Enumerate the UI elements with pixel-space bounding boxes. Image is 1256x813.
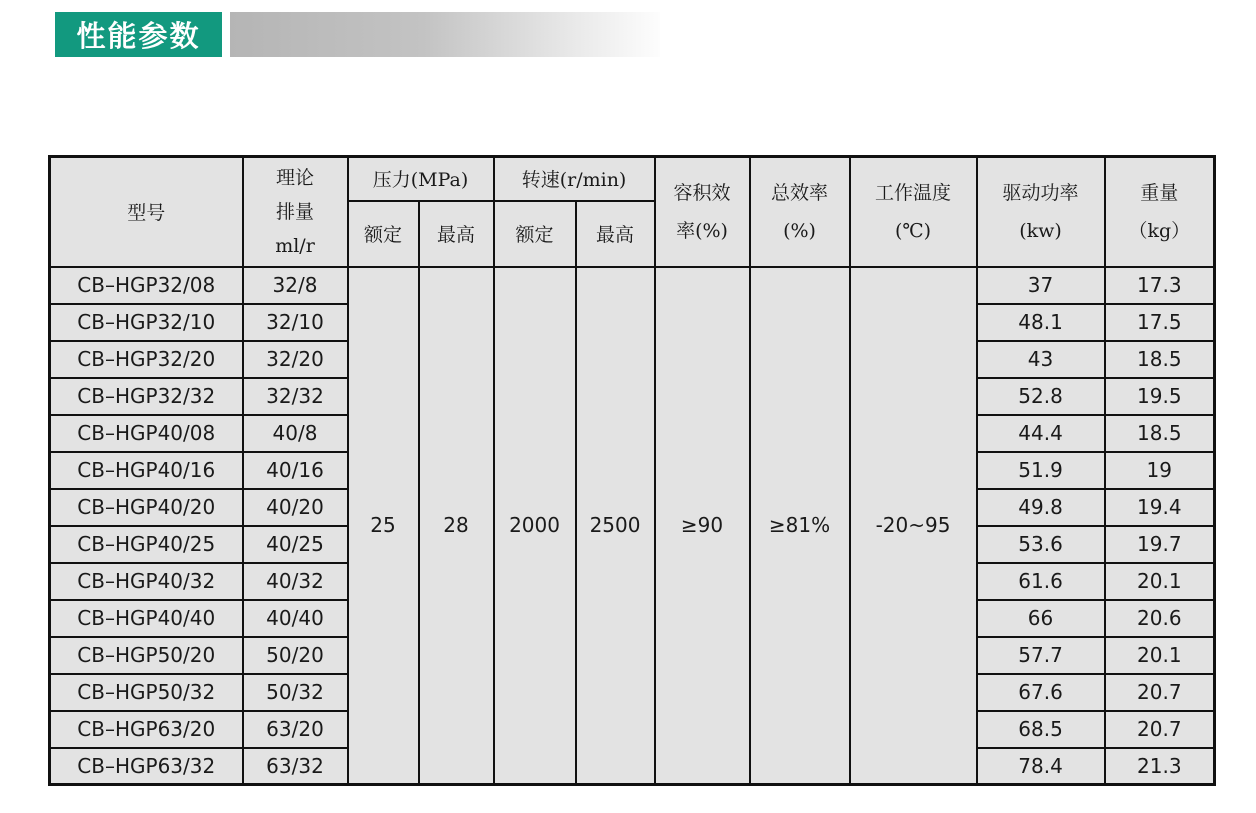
model-cell: CB–HGP40/32	[50, 563, 243, 600]
displacement-cell: 40/16	[243, 452, 348, 489]
weight-cell: 19.5	[1105, 378, 1215, 415]
vol-eff-label-line1: 容积效	[673, 181, 731, 204]
col-header-volumetric-efficiency	[655, 157, 750, 267]
displacement-label-line3: ml/r	[275, 234, 315, 257]
power-cell: 44.4	[977, 415, 1105, 452]
model-cell: CB–HGP32/10	[50, 304, 243, 341]
performance-parameters-table	[48, 155, 1216, 786]
power-cell: 67.6	[977, 674, 1105, 711]
col-header-speed-group: 转速(r/min)	[494, 157, 655, 201]
col-header-model: 型号	[50, 157, 243, 267]
col-header-speed-rated: 额定	[494, 201, 576, 267]
weight-label-line2: （kg）	[1128, 219, 1191, 242]
col-header-weight	[1105, 157, 1215, 267]
model-cell: CB–HGP63/32	[50, 748, 243, 785]
weight-cell: 19	[1105, 452, 1215, 489]
displacement-cell: 40/20	[243, 489, 348, 526]
total-efficiency-merged-cell: ≥81%	[750, 267, 850, 785]
power-label-line2: (kw)	[1019, 219, 1062, 242]
weight-cell: 20.6	[1105, 600, 1215, 637]
power-cell: 53.6	[977, 526, 1105, 563]
working-temperature-merged-cell: -20~95	[850, 267, 977, 785]
page-title-badge: 性能参数	[55, 12, 222, 57]
total-eff-label-line1: 总效率	[771, 181, 829, 204]
weight-cell: 20.1	[1105, 637, 1215, 674]
power-cell: 51.9	[977, 452, 1105, 489]
model-cell: CB–HGP32/20	[50, 341, 243, 378]
weight-cell: 19.7	[1105, 526, 1215, 563]
power-cell: 49.8	[977, 489, 1105, 526]
model-cell: CB–HGP63/20	[50, 711, 243, 748]
displacement-cell: 40/40	[243, 600, 348, 637]
col-header-drive-power	[977, 157, 1105, 267]
weight-cell: 21.3	[1105, 748, 1215, 785]
model-cell: CB–HGP40/25	[50, 526, 243, 563]
displacement-label-line2: 排量	[275, 200, 314, 223]
model-cell: CB–HGP40/08	[50, 415, 243, 452]
model-cell: CB–HGP50/32	[50, 674, 243, 711]
model-cell: CB–HGP40/20	[50, 489, 243, 526]
weight-label-line1: 重量	[1140, 181, 1179, 204]
displacement-cell: 40/25	[243, 526, 348, 563]
col-header-working-temperature	[850, 157, 977, 267]
header-group-row	[50, 157, 1215, 201]
col-header-total-efficiency	[750, 157, 850, 267]
power-cell: 52.8	[977, 378, 1105, 415]
displacement-cell: 63/20	[243, 711, 348, 748]
displacement-cell: 40/8	[243, 415, 348, 452]
displacement-cell: 63/32	[243, 748, 348, 785]
power-cell: 37	[977, 267, 1105, 304]
pressure-max-merged-cell: 28	[419, 267, 494, 785]
col-header-pressure-max: 最高	[419, 201, 494, 267]
weight-cell: 20.7	[1105, 711, 1215, 748]
power-cell: 68.5	[977, 711, 1105, 748]
title-decorative-bar	[230, 12, 660, 57]
weight-cell: 19.4	[1105, 489, 1215, 526]
speed-rated-merged-cell: 2000	[494, 267, 576, 785]
vol-eff-label-line2: 率(%)	[676, 219, 728, 242]
weight-cell: 17.5	[1105, 304, 1215, 341]
temp-label-line2: (℃)	[894, 219, 932, 242]
model-cell: CB–HGP40/40	[50, 600, 243, 637]
total-eff-label-line2: (%)	[783, 219, 816, 242]
table-row	[50, 267, 1215, 304]
model-cell: CB–HGP32/08	[50, 267, 243, 304]
displacement-cell: 40/32	[243, 563, 348, 600]
col-header-displacement	[243, 157, 348, 267]
power-cell: 57.7	[977, 637, 1105, 674]
col-header-speed-max: 最高	[576, 201, 655, 267]
col-header-pressure-rated: 额定	[348, 201, 419, 267]
displacement-cell: 32/32	[243, 378, 348, 415]
weight-cell: 20.1	[1105, 563, 1215, 600]
weight-cell: 20.7	[1105, 674, 1215, 711]
speed-max-merged-cell: 2500	[576, 267, 655, 785]
displacement-cell: 50/32	[243, 674, 348, 711]
power-cell: 48.1	[977, 304, 1105, 341]
weight-cell: 17.3	[1105, 267, 1215, 304]
displacement-cell: 32/8	[243, 267, 348, 304]
power-label-line1: 驱动功率	[1002, 181, 1079, 204]
power-cell: 43	[977, 341, 1105, 378]
model-cell: CB–HGP50/20	[50, 637, 243, 674]
power-cell: 61.6	[977, 563, 1105, 600]
weight-cell: 18.5	[1105, 415, 1215, 452]
col-header-pressure-group: 压力(MPa)	[348, 157, 494, 201]
displacement-label-line1: 理论	[275, 166, 314, 189]
volumetric-efficiency-merged-cell: ≥90	[655, 267, 750, 785]
weight-cell: 18.5	[1105, 341, 1215, 378]
model-cell: CB–HGP32/32	[50, 378, 243, 415]
power-cell: 78.4	[977, 748, 1105, 785]
model-cell: CB–HGP40/16	[50, 452, 243, 489]
displacement-cell: 50/20	[243, 637, 348, 674]
power-cell: 66	[977, 600, 1105, 637]
displacement-cell: 32/20	[243, 341, 348, 378]
pressure-rated-merged-cell: 25	[348, 267, 419, 785]
temp-label-line1: 工作温度	[875, 181, 952, 204]
displacement-cell: 32/10	[243, 304, 348, 341]
